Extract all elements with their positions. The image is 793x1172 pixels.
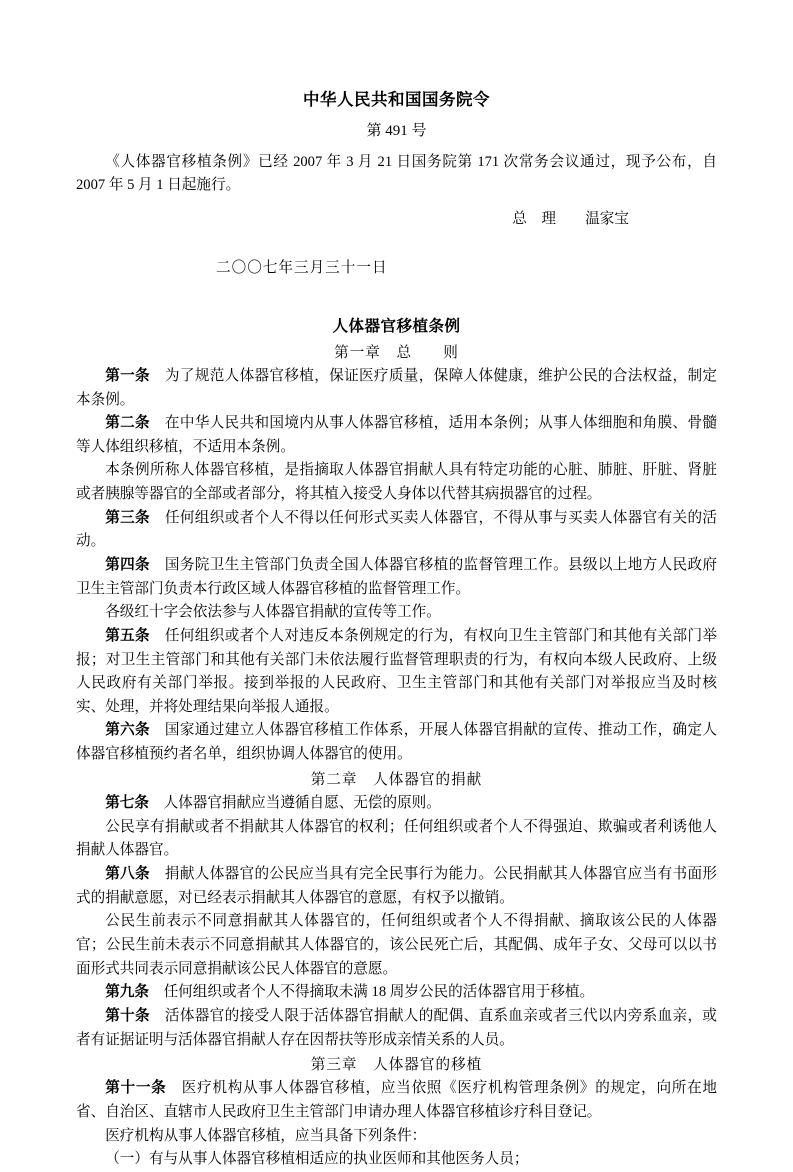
article-text: 任何组织或者个人不得以任何形式买卖人体器官，不得从事与买卖人体器官有关的活动。 <box>76 509 717 550</box>
order-number: 第 491 号 <box>366 122 427 139</box>
article-label: 第七条 <box>105 795 149 812</box>
article-paragraph <box>76 554 717 601</box>
article-paragraph <box>76 412 717 459</box>
date-line: 二〇〇七年三月三十一日 <box>216 260 388 277</box>
article-text: 为了规范人体器官移植，保证医疗质量，保障人体健康，维护公民的合法权益，制定本条例。 <box>76 367 717 408</box>
article-paragraph <box>76 792 717 816</box>
article-text: 在中华人民共和国境内从事人体器官移植，适用本条例；从事人体细胞和角膜、骨髓等人体组织移植，不适用本条例。 <box>76 415 717 455</box>
body-paragraph: 各级红十字会依法参与人体器官捐献的宣传等工作。 <box>105 604 441 621</box>
article-text: 任何组织或者个人不得摘取未满 18 周岁公民的活体器官用于移植。 <box>148 984 595 1001</box>
article-label: 第十条 <box>105 1007 150 1024</box>
regulation-title: 人体器官移植条例 <box>332 317 461 335</box>
article-label: 第四条 <box>105 556 150 573</box>
article-text: 国务院卫生主管部门负责全国人体器官移植的监督管理工作。县级以上地方人民政府卫生主管部门负责本行政区域人体器官移植的监督管理工作。 <box>76 556 717 597</box>
chapter-heading-1: 第一章 总 则 <box>334 344 459 361</box>
article-paragraph <box>76 863 717 910</box>
article-paragraph <box>76 719 717 766</box>
article-text: 国家通过建立人体器官移植工作体系，开展人体器官捐献的宣传、推动工作，确定人体器官移植预约者名单，组织协调人体器官的使用。 <box>76 722 717 763</box>
article-text: 医疗机构从事人体器官移植，应当依照《医疗机构管理条例》的规定，向所在地省、自治区、直辖市人民政府卫生主管部门申请办理人体器官移植诊疗科目登记。 <box>76 1080 717 1121</box>
chapter-heading: 第二章 人体器官的捐献 <box>310 771 483 788</box>
body-paragraph: 医疗机构从事人体器官移植，应当具备下列条件： <box>105 1127 427 1144</box>
body-paragraph: （一）有与从事人体器官移植相适应的执业医师和其他医务人员； <box>105 1151 529 1168</box>
article-label: 第六条 <box>105 722 150 739</box>
document-title: 中华人民共和国国务院令 <box>303 90 490 109</box>
article-label: 第八条 <box>105 866 150 883</box>
chapter-heading: 第三章 人体器官的移植 <box>310 1057 483 1074</box>
body-paragraph: 公民生前表示不同意捐献其人体器官的，任何组织或者个人不得捐献、摘取该公民的人体器官；公民生前未表示不同意捐献其人体器官的，该公民死亡后，其配偶、成年子女、父母可以以书面形式共同表示同意捐献该公民人体器官的意愿。 <box>76 913 717 977</box>
article-label: 第三条 <box>105 509 150 526</box>
article-label: 第二条 <box>105 415 150 432</box>
document-body <box>76 365 717 1172</box>
article-text: 任何组织或者个人对违反本条例规定的行为，有权向卫生主管部门和其他有关部门举报；对卫生主管部门和其他有关部门未依法履行监督管理职责的行为，有权向本级人民政府、上级人民政府有关部门举报。接到举报的人民政府、卫生主管部门和其他有关部门对举报应当及时核实、处理，并将处理结果向举报人通报。 <box>76 627 717 715</box>
body-paragraph: 本条例所称人体器官移植，是指摘取人体器官捐献人具有特定功能的心脏、肺脏、肝脏、肾脏或者胰腺等器官的全部或者部分，将其植入接受人身体以代替其病损器官的过程。 <box>76 462 717 503</box>
article-paragraph <box>76 365 717 412</box>
article-label: 第五条 <box>105 627 150 644</box>
article-paragraph <box>76 507 717 554</box>
article-text: 活体器官的接受人限于活体器官捐献人的配偶、直系血亲或者三代以内旁系血亲，或者有证据证明与活体器官捐献人存在因帮扶等形成亲情关系的人员。 <box>76 1007 717 1048</box>
article-paragraph <box>76 981 717 1005</box>
body-paragraph: 公民享有捐献或者不捐献其人体器官的权利；任何组织或者个人不得强迫、欺骗或者利诱他人捐献人体器官。 <box>76 818 717 859</box>
article-text: 人体器官捐献应当遵循自愿、无偿的原则。 <box>148 795 441 812</box>
article-paragraph <box>76 1077 717 1124</box>
signature-line: 总 理 温家宝 <box>512 211 629 228</box>
promulgation-paragraph: 《人体器官移植条例》已经 2007 年 3 月 21 日国务院第 171 次常务会议通过，现予公布，自 2007 年 5 月 1 日起施行。 <box>76 153 717 194</box>
article-label: 第十一条 <box>105 1080 167 1097</box>
article-paragraph <box>76 1005 717 1052</box>
article-text: 捐献人体器官的公民应当具有完全民事行为能力。公民捐献其人体器官应当有书面形式的捐献意愿，对已经表示捐献其人体器官的意愿，有权予以撤销。 <box>76 866 717 906</box>
article-label: 第九条 <box>105 984 149 1001</box>
article-label: 第一条 <box>105 367 150 384</box>
article-paragraph <box>76 625 717 720</box>
